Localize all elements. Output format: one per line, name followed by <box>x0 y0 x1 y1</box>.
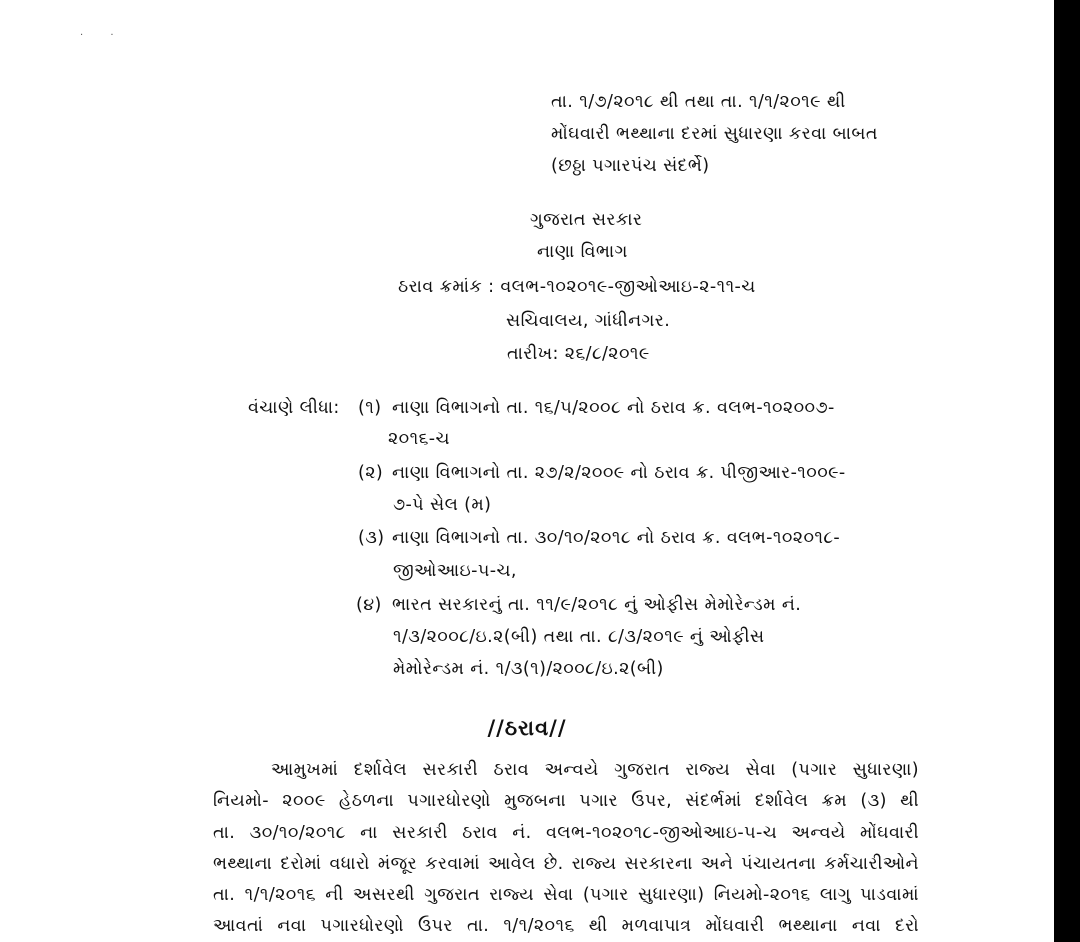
body-line-6: આવતાં નવા પગારધોરણો ઉપર તા. ૧/૧/૨૦૧૬ થી મળવાપાત્ર મોંઘવારી ભથ્થાના નવા દરો <box>213 916 919 937</box>
reference-2-number: (૨) <box>358 463 384 483</box>
resolution-heading: //ઠરાવ// <box>487 716 567 740</box>
reference-1-line1: નાણા વિભાગનો તા. ૧૬/૫/૨૦૦૮ નો ઠરાવ ક્ર. વલભ-૧૦૨૦૦૭- <box>392 398 835 418</box>
reference-4-line3: મેમોરેન્ડમ નં. ૧/૩(૧)/૨૦૦૮/ઇ.૨(બી) <box>393 659 664 679</box>
reference-3-line2: જીઓઆઇ-૫-ચ, <box>393 561 517 581</box>
body-line-1: આમુખમાં દર્શાવેલ સરકારી ઠરાવ અન્વયે ગુજરાત રાજ્ય સેવા (પગાર સુધારણા) <box>271 760 919 780</box>
scan-specks: · · <box>80 30 126 41</box>
reference-4-line1: ભારત સરકારનું તા. ૧૧/૯/૨૦૧૮ નું ઓફીસ મેમોરેન્ડમ નં. <box>392 595 802 615</box>
resolution-body <box>213 755 919 942</box>
reference-1-number: (૧) <box>358 398 382 418</box>
government-name: ગુજરાત સરકાર <box>530 210 643 230</box>
subject-line-2: મોંઘવારી ભથ્થાના દરમાં સુધારણા કરવા બાબત <box>551 124 878 144</box>
reference-2-line1: નાણા વિભાગનો તા. ૨૭/૨/૨૦૦૯ નો ઠરાવ ક્ર. પીજીઆર-૧૦૦૯- <box>392 463 846 483</box>
subject-line-3: (છઠ્ઠા પગારપંચ સંદર્ભે) <box>551 156 710 176</box>
body-line-4: ભથ્થાના દરોમાં વધારો મંજૂર કરવામાં આવેલ છે. રાજ્ય સરકારના અને પંચાયતના કર્મચારીઓને <box>213 853 919 874</box>
reference-4-number: (૪) <box>356 595 382 615</box>
reference-1-line2: ૨૦૧૬-ચ <box>388 429 450 449</box>
reference-4-line2: ૧/૩/૨૦૦૮/ઇ.૨(બી) તથા તા. ૮/૩/૨૦૧૯ નું ઓફીસ <box>393 627 765 647</box>
resolution-date: તારીખ: ૨૬/૮/૨૦૧૯ <box>507 344 650 364</box>
reference-2-line2: ૭-પે સેલ (મ) <box>393 495 492 515</box>
body-line-5: તા. ૧/૧/૨૦૧૬ ની અસરથી ગુજરાત રાજ્ય સેવા (પગાર સુધારણા) નિયમો-૨૦૧૬ લાગુ પાડવામાં <box>213 885 919 906</box>
body-line-2: નિયમો- ૨૦૦૯ હેઠળના પગારધોરણો મુજબના પગાર ઉપર, સંદર્ભમાં દર્શાવેલ ક્રમ (૩) થી <box>213 791 919 812</box>
body-line-3: તા. ૩૦/૧૦/૨૦૧૮ ના સરકારી ઠરાવ નં. વલભ-૧૦૨૦૧૮-જીઓઆઇ-૫-ચ અન્વયે મોંઘવારી <box>213 822 919 843</box>
subject-line-1: તા. ૧/૭/૨૦૧૮ થી તથા તા. ૧/૧/૨૦૧૯ થી <box>551 92 846 112</box>
reference-3-number: (૩) <box>358 528 385 548</box>
resolution-number: ઠરાવ ક્રમાંક : વલભ-૧૦૨૦૧૯-જીઓઆઇ-૨-૧૧-ચ <box>398 277 756 297</box>
reference-3-line1: નાણા વિભાગનો તા. ૩૦/૧૦/૨૦૧૮ નો ઠરાવ ક્ર. વલભ-૧૦૨૦૧૮- <box>392 528 841 548</box>
references-label: વંચાણે લીધા: <box>248 398 340 418</box>
place: સચિવાલય, ગાંધીનગર. <box>506 311 671 331</box>
department-name: નાણા વિભાગ <box>537 242 628 262</box>
